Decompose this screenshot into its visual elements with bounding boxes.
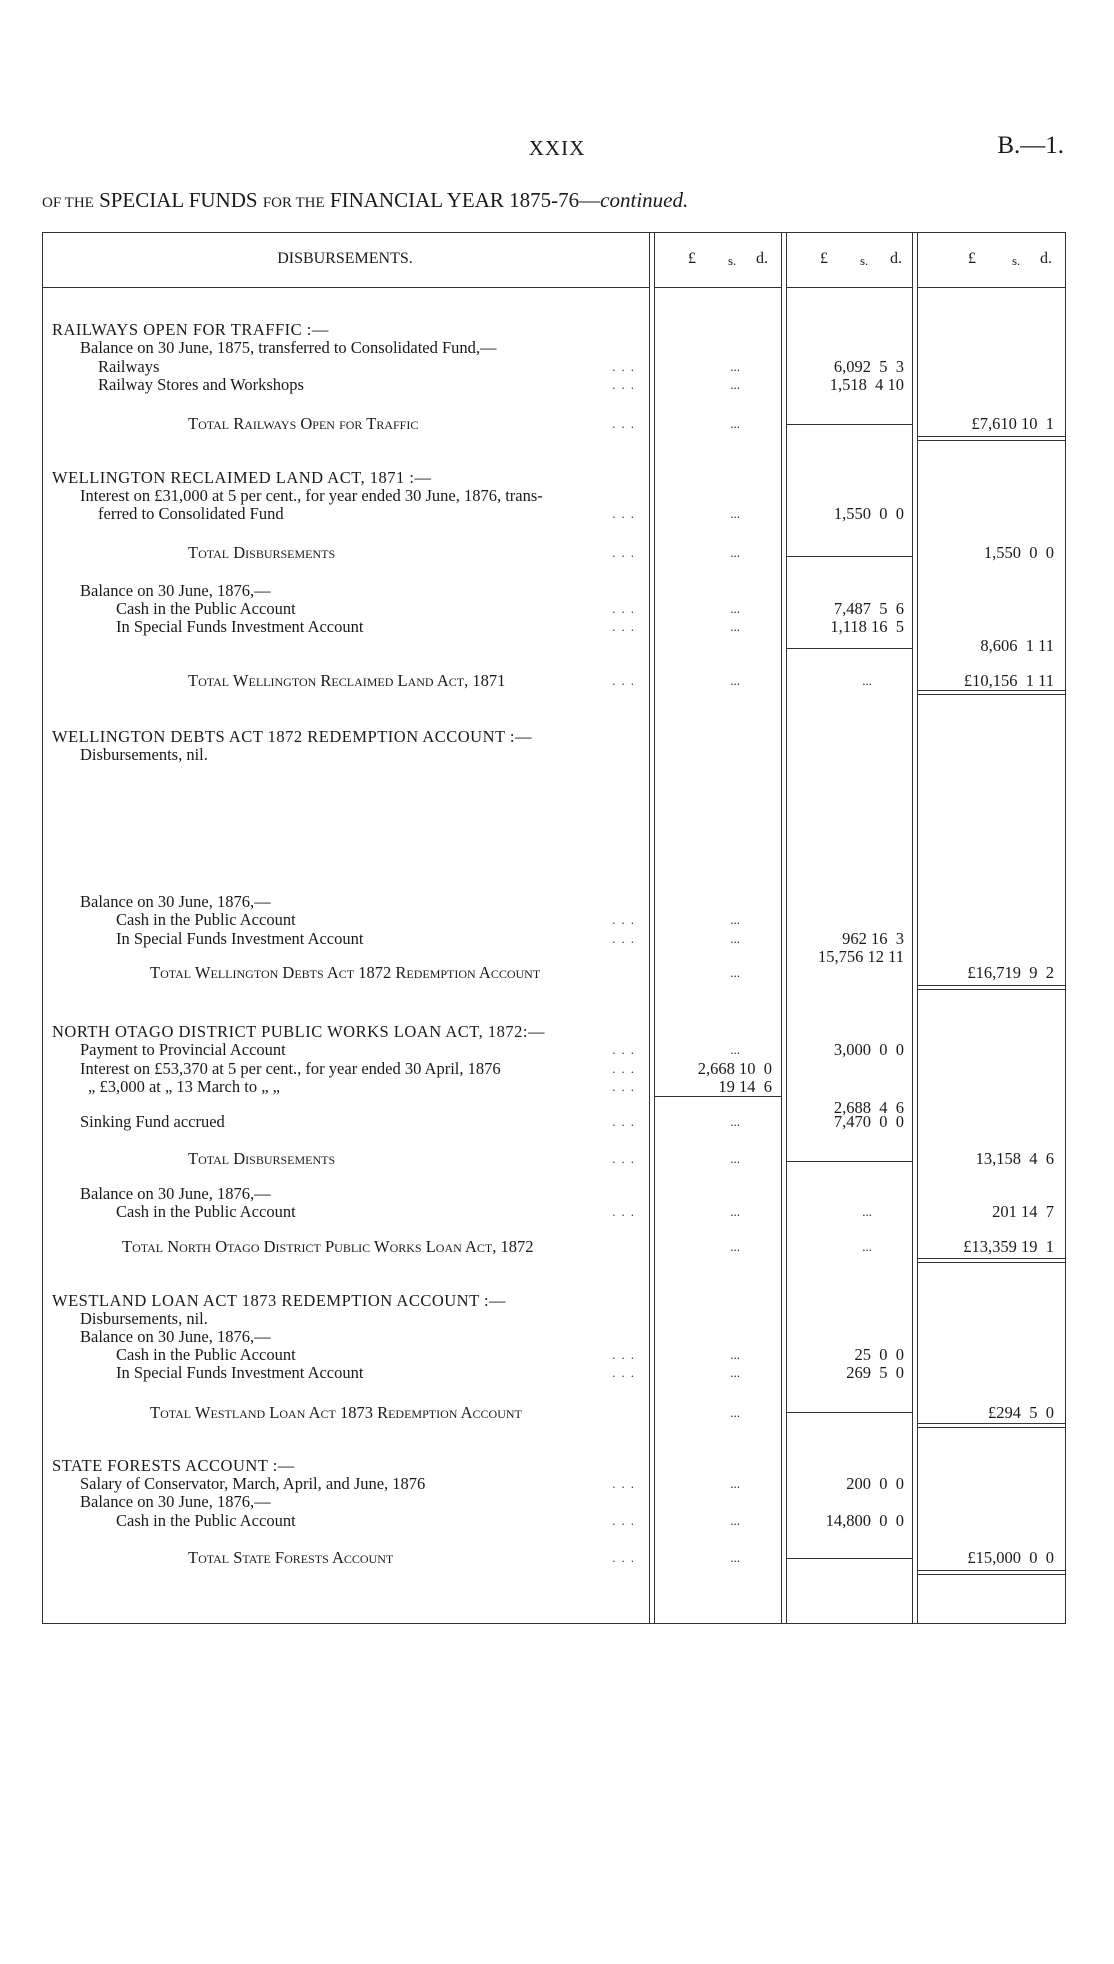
total-rule [786,1412,913,1413]
row-label: Balance on 30 June, 1876,— [80,892,271,911]
table-row [0,339,1114,357]
leader-dots: ... [612,416,640,431]
double-rule [917,436,1065,441]
amount-col3: 201 14 7 [992,1202,1054,1221]
amount-col3: 1,550 0 0 [983,543,1054,562]
table-row [0,893,1114,911]
table-row [0,1041,1114,1059]
amount-col2: 7,487 5 6 [833,599,904,618]
table-row [0,469,1114,487]
amount-col3: £16,719 9 2 [967,963,1054,982]
table-row [0,1113,1114,1131]
section-heading: WELLINGTON RECLAIMED LAND ACT, 1871 :— [52,468,432,487]
total-rule [786,1161,913,1162]
total-rule [786,424,913,425]
leader-dots: ... [612,545,640,560]
row-label: Cash in the Public Account [116,1202,296,1221]
table-row [0,911,1114,929]
section-heading: WESTLAND LOAN ACT 1873 REDEMPTION ACCOUNT :— [52,1291,507,1310]
title-main: SPECIAL FUNDS [99,188,258,212]
row-label: Balance on 30 June, 1875, transferred to Consolidated Fund,— [80,338,497,357]
total-label: Total Westland Loan Act 1873 Redemption Account [150,1403,522,1422]
total-rule [786,1558,913,1559]
amount-col1: ... [730,1204,740,1219]
amount-col1: ... [730,1239,740,1254]
header-rule [786,287,913,288]
amount-col1: ... [730,965,740,980]
table-row [0,582,1114,600]
leader-dots: ... [612,1513,640,1528]
amount-col1: ... [730,377,740,392]
amount-col1: ... [730,1347,740,1362]
amount-col1: ... [730,1365,740,1380]
table-row [0,672,1114,690]
table-row [0,1023,1114,1041]
leader-dots: ... [612,1476,640,1491]
header-shillings: s. [860,253,869,268]
amount-col3: £15,000 0 0 [967,1548,1054,1567]
table-row [0,505,1114,523]
table-row [0,1060,1114,1078]
header-pence: d. [1040,250,1052,267]
amount-col1: ... [730,1476,740,1491]
amount-col1: ... [730,506,740,521]
row-label: ferred to Consolidated Fund [98,504,284,523]
double-rule [917,1258,1065,1263]
table-row [0,728,1114,746]
leader-dots: ... [612,359,640,374]
table-row [0,618,1114,636]
amount-col1: ... [730,1151,740,1166]
double-rule [917,985,1065,990]
amount-col2: 25 0 0 [854,1345,904,1364]
leader-dots: ... [612,1151,640,1166]
row-label: Railway Stores and Workshops [98,375,304,394]
amount-col1: ... [730,931,740,946]
table-row [0,1475,1114,1493]
table-row [0,1150,1114,1168]
amount-col3: 13,158 4 6 [975,1149,1054,1168]
row-label: Disbursements, nil. [80,745,208,764]
table-row [0,1549,1114,1567]
table-row [0,1404,1114,1422]
header-pound: £ [968,250,976,267]
section-heading: NORTH OTAGO DISTRICT PUBLIC WORKS LOAN ACT, 1872:— [52,1022,545,1041]
page-title [42,188,688,213]
row-label: Disbursements, nil. [80,1309,208,1328]
amount-col1: ... [730,601,740,616]
row-label: Cash in the Public Account [116,599,296,618]
total-label: Total Disbursements [188,1149,336,1168]
amount-col2: ... [862,673,872,688]
total-label: Total North Otago District Public Works Loan Act, 1872 [122,1237,534,1256]
page-number: XXIX [528,136,586,160]
table-row [0,1238,1114,1256]
amount-col2: 962 16 3 [842,929,904,948]
leader-dots: ... [612,619,640,634]
table-row [0,1078,1114,1096]
leader-dots: ... [612,377,640,392]
header-pound: £ [820,250,828,267]
header-rule [42,287,650,288]
table-row [0,321,1114,339]
row-label: Balance on 30 June, 1876,— [80,1327,271,1346]
total-label: Total State Forests Account [188,1548,394,1567]
header-rule [917,287,1065,288]
table-row [0,1310,1114,1328]
amount-col1: ... [730,1405,740,1420]
row-label: Interest on £31,000 at 5 per cent., for year ended 30 June, 1876, trans- [80,486,543,505]
title-for-the: FOR THE [262,195,325,211]
amount-col2: ... [862,1204,872,1219]
double-rule [917,690,1065,695]
double-rule [917,1570,1065,1575]
table-row [0,600,1114,618]
leader-dots: ... [612,912,640,927]
row-label: In Special Funds Investment Account [116,929,364,948]
amount-col1: ... [730,1513,740,1528]
amount-col1: 19 14 6 [718,1077,772,1096]
row-label: Sinking Fund accrued [80,1112,225,1131]
amount-col2: 1,118 16 5 [830,617,904,636]
row-label: Balance on 30 June, 1876,— [80,1492,271,1511]
amount-col3: £10,156 1 11 [963,671,1054,690]
header-shillings: s. [1012,253,1021,268]
table-row [0,1346,1114,1364]
total-label: Total Disbursements [188,543,336,562]
section-heading: STATE FORESTS ACCOUNT :— [52,1456,295,1475]
leader-dots: ... [612,506,640,521]
title-prefix: OF THE [42,195,94,211]
leader-dots: ... [612,1061,640,1076]
double-rule [917,1423,1065,1428]
row-label: In Special Funds Investment Account [116,617,364,636]
table-row [0,1185,1114,1203]
leader-dots: ... [612,931,640,946]
header-disbursements: DISBURSEMENTS. [277,250,413,267]
section-heading: RAILWAYS OPEN FOR TRAFFIC :— [52,320,329,339]
table-row [0,487,1114,505]
row-label: Payment to Provincial Account [80,1040,286,1059]
row-label: Railways [98,357,160,376]
amount-col2: 2,688 4 6 [833,1098,904,1117]
amount-col1: ... [730,1550,740,1565]
amount-col2: 6,092 5 3 [833,357,904,376]
leader-dots: ... [612,601,640,616]
total-rule [654,1096,782,1097]
leader-dots: ... [612,1114,640,1129]
table-row [0,746,1114,764]
table-row [0,964,1114,982]
leader-dots: ... [612,673,640,688]
table-row [0,1292,1114,1310]
row-label: Cash in the Public Account [116,910,296,929]
table-row [0,1512,1114,1530]
leader-dots: ... [612,1550,640,1565]
table-row [0,415,1114,433]
amount-col1: ... [730,1042,740,1057]
total-label: Total Wellington Reclaimed Land Act, 1871 [188,671,506,690]
amount-col2: 7,470 0 0 [833,1112,904,1131]
total-label: Total Railways Open for Traffic [188,414,419,433]
amount-col2: 269 5 0 [846,1363,904,1382]
total-rule [786,556,913,557]
row-label: Cash in the Public Account [116,1345,296,1364]
total-label: Total Wellington Debts Act 1872 Redemption Account [150,963,541,982]
leader-dots: ... [612,1347,640,1362]
leader-dots: ... [612,1079,640,1094]
amount-col1: ... [730,359,740,374]
header-pence: d. [756,250,768,267]
row-label: Cash in the Public Account [116,1511,296,1530]
amount-col1: ... [730,619,740,634]
title-continued: continued. [600,188,689,212]
section-heading: WELLINGTON DEBTS ACT 1872 REDEMPTION ACCOUNT :— [52,727,533,746]
amount-col3: £13,359 19 1 [963,1237,1054,1256]
title-year: FINANCIAL YEAR 1875-76— [329,188,601,212]
row-label: In Special Funds Investment Account [116,1363,364,1382]
amount-col1: ... [730,416,740,431]
header-pound: £ [688,250,696,267]
amount-col1: ... [730,545,740,560]
header-shillings: s. [728,253,737,268]
row-label: Salary of Conservator, March, April, and June, 1876 [80,1474,426,1493]
row-label: „ £3,000 at „ 13 March to „ „ [88,1077,280,1096]
leader-dots: ... [612,1365,640,1380]
total-rule [786,648,913,649]
table-row [0,1457,1114,1475]
leader-dots: ... [612,1042,640,1057]
amount-col1: ... [730,1114,740,1129]
amount-col1: ... [730,673,740,688]
amount-col2: 3,000 0 0 [833,1040,904,1059]
amount-col3: 8,606 1 11 [980,636,1054,655]
amount-col2: 14,800 0 0 [825,1511,904,1530]
amount-col2: 1,550 0 0 [833,504,904,523]
table-row [0,1364,1114,1382]
amount-col1: ... [730,912,740,927]
leader-dots: ... [612,1204,640,1219]
table-row [0,930,1114,948]
document-code: B.—1. [997,132,1064,159]
table-row [0,544,1114,562]
amount-col2: 15,756 12 11 [817,947,904,966]
header-pence: d. [890,250,902,267]
table-row [0,1493,1114,1511]
amount-col2: 1,518 4 10 [829,375,904,394]
row-label: Balance on 30 June, 1876,— [80,1184,271,1203]
amount-col3: £7,610 10 1 [971,414,1054,433]
table-row [0,1203,1114,1221]
amount-col2: ... [862,1239,872,1254]
table-row [0,637,1114,655]
amount-col3: £294 5 0 [988,1403,1054,1422]
table-row [0,358,1114,376]
header-rule [654,287,782,288]
amount-col1: 2,668 10 0 [697,1059,772,1078]
row-label: Interest on £53,370 at 5 per cent., for year ended 30 April, 1876 [80,1059,501,1078]
table-row [0,1328,1114,1346]
amount-col2: 200 0 0 [846,1474,904,1493]
row-label: Balance on 30 June, 1876,— [80,581,271,600]
table-row [0,376,1114,394]
